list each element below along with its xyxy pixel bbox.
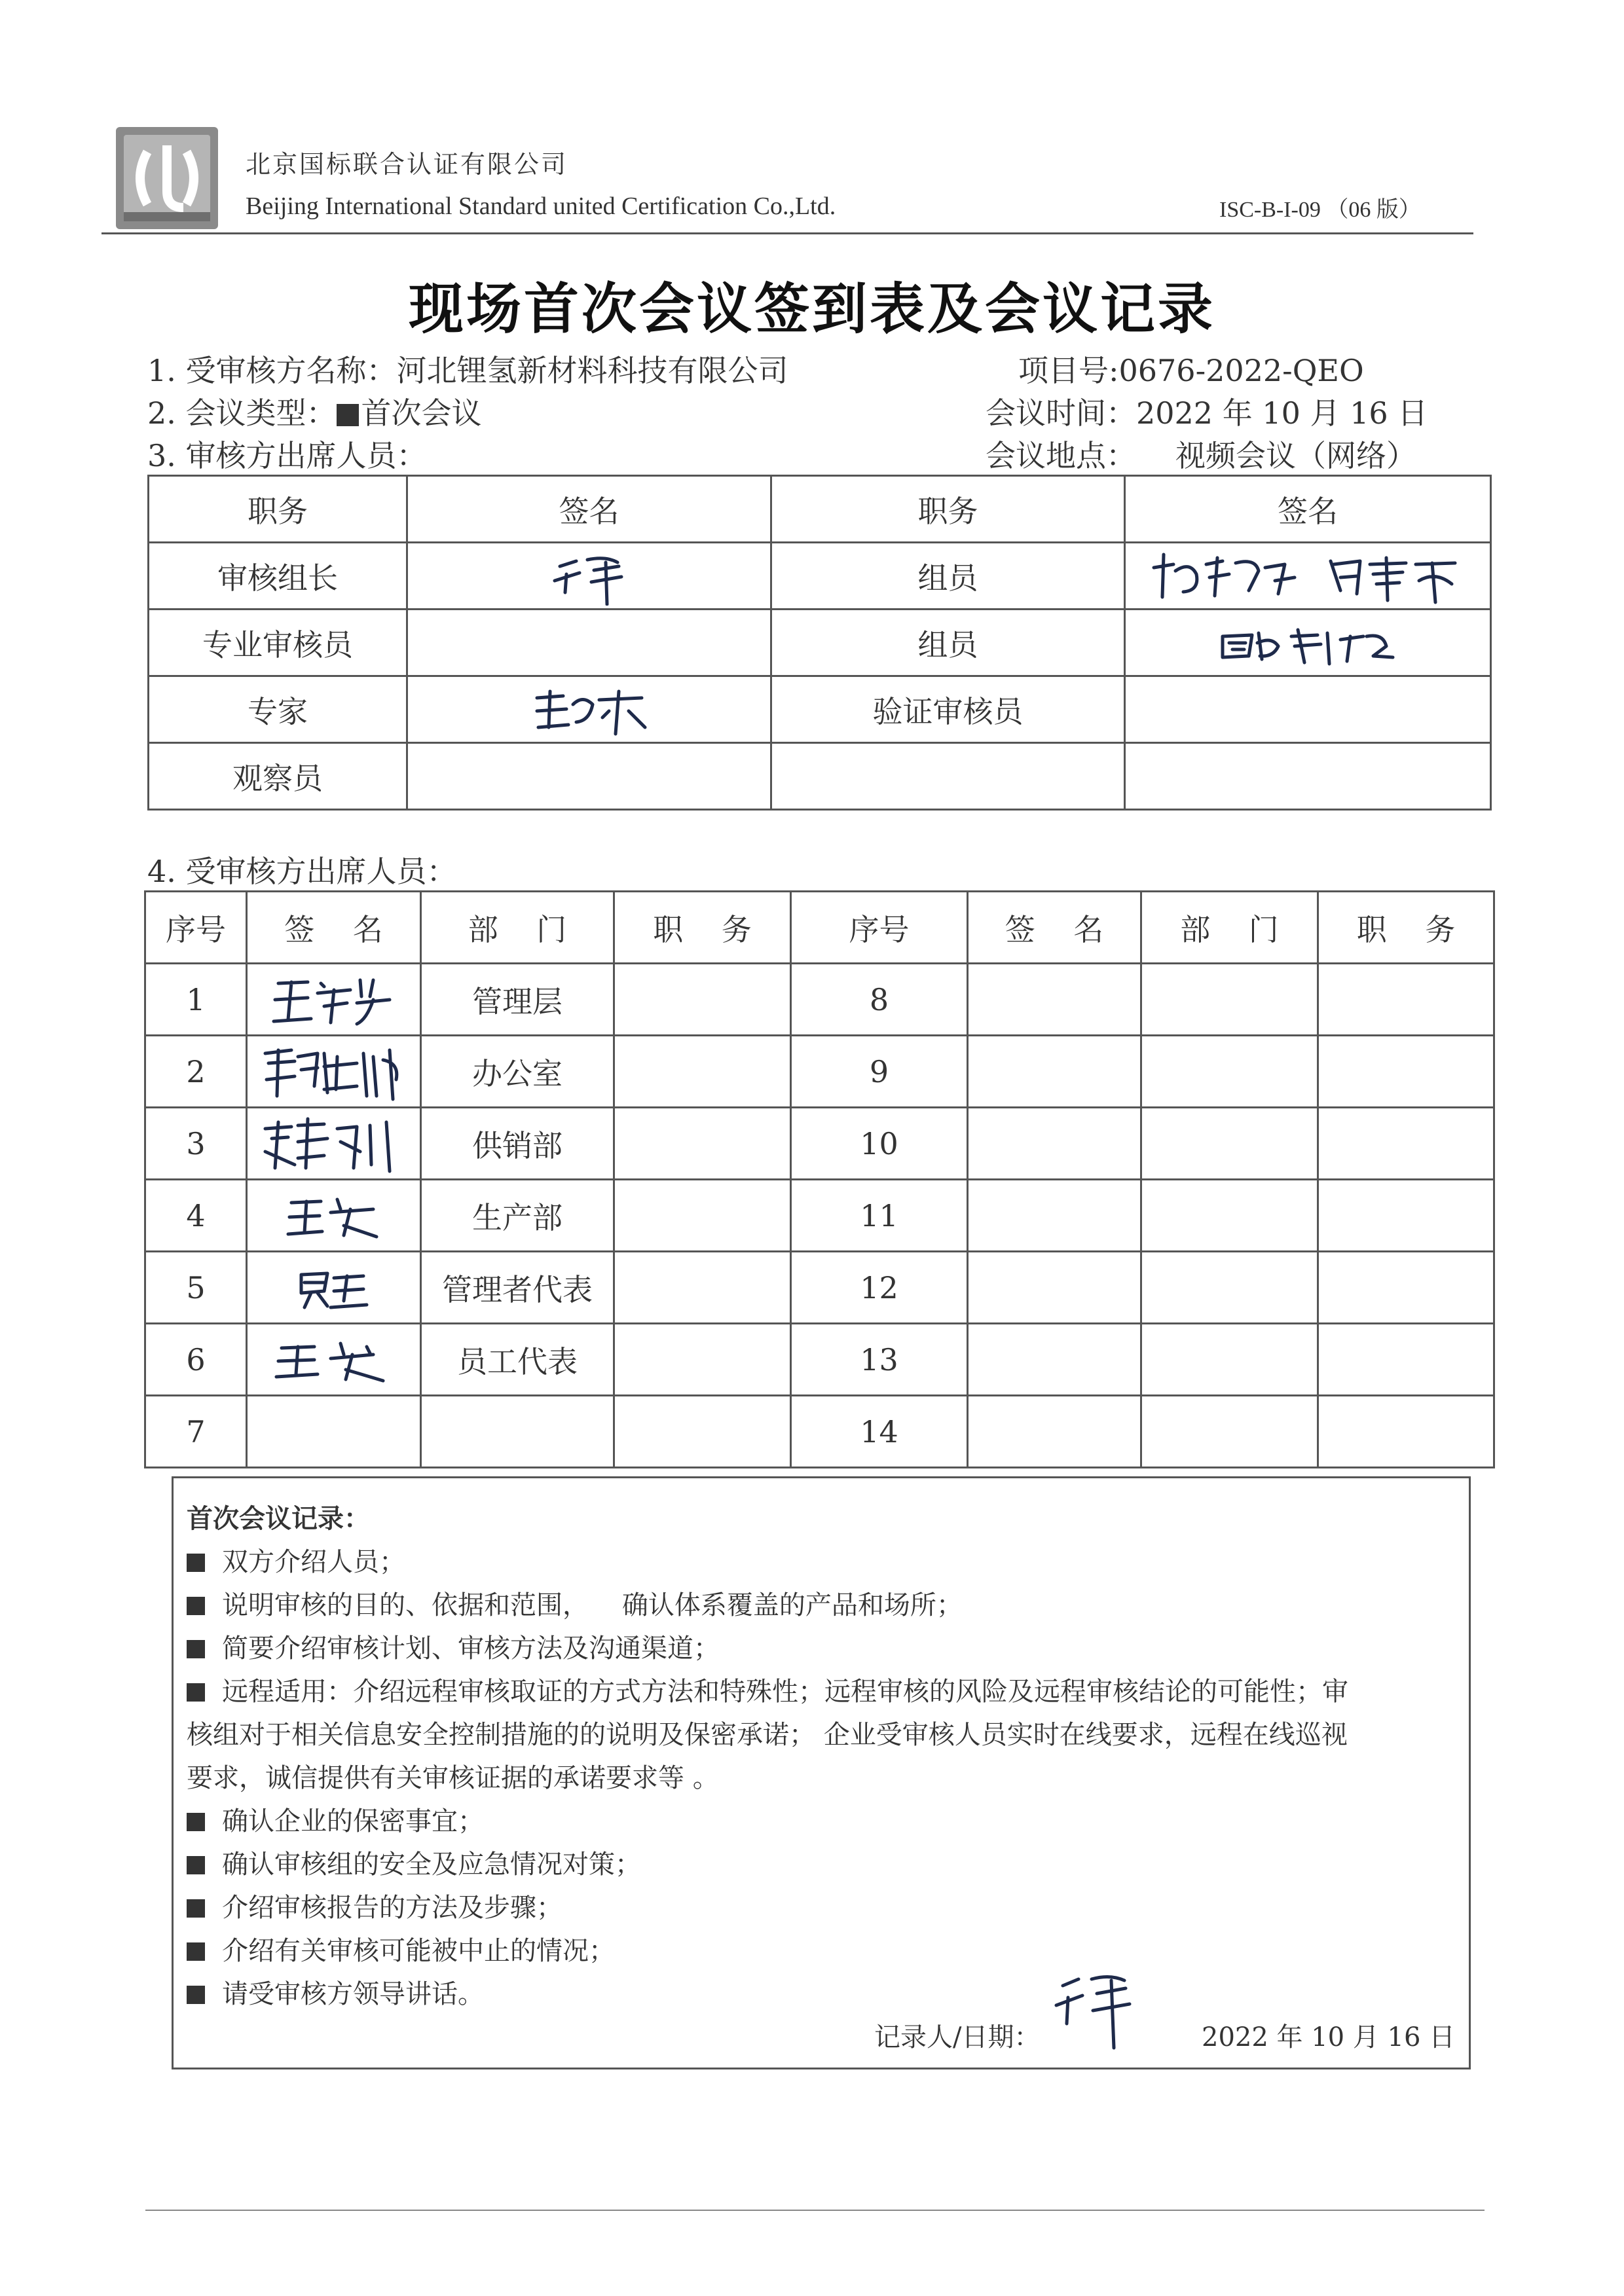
handwritten-signature xyxy=(282,1190,386,1242)
header-signature: 签 名 xyxy=(247,892,421,964)
header-department: 部 门 xyxy=(1141,892,1318,964)
document-title: 现场首次会议签到表及会议记录 xyxy=(408,277,1215,341)
handwritten-signature xyxy=(268,1334,399,1386)
signature-cell xyxy=(1125,610,1491,676)
position-cell xyxy=(614,1108,791,1180)
department-cell xyxy=(1141,964,1318,1036)
bullet-square-icon xyxy=(187,1899,205,1918)
row-number: 9 xyxy=(791,1036,968,1108)
record-item-continuation: 要求，诚信提供有关审核证据的承诺要求等 。 xyxy=(187,1763,719,1793)
meeting-time-value: 2022 年 10 月 16 日 xyxy=(1136,395,1428,431)
header-signature: 签名 xyxy=(1125,476,1491,543)
header-signature: 签名 xyxy=(407,476,771,543)
meeting-time-field xyxy=(986,390,1428,433)
role-cell: 审核组长 xyxy=(149,543,407,610)
department-cell xyxy=(1141,1324,1318,1396)
role-cell: 专业审核员 xyxy=(149,610,407,676)
department-cell xyxy=(1141,1108,1318,1180)
record-item: 介绍审核报告的方法及步骤； xyxy=(187,1887,563,1924)
row-number: 6 xyxy=(145,1324,247,1396)
company-name-en: Beijing International Standard united Certification Co.,Ltd. xyxy=(246,192,836,220)
signature-cell xyxy=(968,1324,1141,1396)
position-cell xyxy=(1318,964,1494,1036)
position-cell xyxy=(614,1180,791,1252)
signature-cell xyxy=(1125,543,1491,610)
handwritten-signature xyxy=(1213,617,1403,669)
row-number: 14 xyxy=(791,1396,968,1468)
record-item: 介绍有关审核可能被中止的情况； xyxy=(187,1930,615,1967)
position-cell xyxy=(1318,1396,1494,1468)
company-logo-icon xyxy=(115,126,219,230)
signature-cell xyxy=(407,743,771,810)
bullet-square-icon xyxy=(187,1986,205,2004)
signature-cell xyxy=(1125,676,1491,743)
bullet-square-icon xyxy=(187,1942,205,1961)
record-item: 双方介绍人员； xyxy=(187,1541,405,1578)
auditee-value: 河北锂氢新材料科技有限公司 xyxy=(396,353,788,388)
role-cell: 专家 xyxy=(149,676,407,743)
header-number: 序号 xyxy=(791,892,968,964)
handwritten-signature xyxy=(524,682,655,737)
position-cell xyxy=(1318,1108,1494,1180)
project-label: 项目号: xyxy=(1018,353,1119,388)
department-cell xyxy=(1141,1180,1318,1252)
table-row xyxy=(149,610,1491,676)
signature-cell xyxy=(247,964,421,1036)
position-cell xyxy=(614,1396,791,1468)
role-cell: 验证审核员 xyxy=(771,676,1125,743)
bullet-square-icon xyxy=(187,1597,205,1615)
meeting-time-label: 会议时间： xyxy=(986,395,1136,431)
record-date: 2022 年 10 月 16 日 xyxy=(1202,2022,1456,2052)
signature-cell xyxy=(968,1252,1141,1324)
bullet-square-icon xyxy=(187,1683,205,1702)
handwritten-signature xyxy=(291,1262,377,1314)
header-divider xyxy=(101,232,1473,234)
handwritten-signature xyxy=(259,1040,409,1102)
table-row xyxy=(145,1180,1494,1252)
signature-cell xyxy=(247,1036,421,1108)
meeting-record-box xyxy=(172,1476,1471,2069)
checked-box-icon xyxy=(337,404,359,426)
project-value: 0676-2022-QEO xyxy=(1118,353,1364,388)
table-header-row xyxy=(145,892,1494,964)
position-cell xyxy=(1318,1036,1494,1108)
record-item: 请受审核方领导讲话。 xyxy=(187,1973,484,2011)
table-row xyxy=(145,1036,1494,1108)
handwritten-signature xyxy=(259,1112,409,1175)
record-item: 简要介绍审核计划、审核方法及沟通渠道； xyxy=(187,1628,720,1665)
department-cell: 员工代表 xyxy=(421,1324,614,1396)
audit-team-table xyxy=(147,475,1492,811)
handwritten-signature xyxy=(540,547,638,606)
table-row xyxy=(149,676,1491,743)
record-item: 确认审核组的安全及应急情况对策； xyxy=(187,1844,641,1881)
signature-cell xyxy=(407,676,771,743)
signature-cell xyxy=(407,610,771,676)
meeting-place-field xyxy=(986,432,1416,475)
position-cell xyxy=(614,1324,791,1396)
header-department: 部 门 xyxy=(421,892,614,964)
row-number: 3 xyxy=(145,1108,247,1180)
signature-cell xyxy=(247,1396,421,1468)
company-name-cn: 北京国标联合认证有限公司 xyxy=(246,150,568,179)
department-cell: 管理层 xyxy=(421,964,614,1036)
auditee-label: 1. 受审核方名称： xyxy=(147,353,397,388)
row-number: 10 xyxy=(791,1108,968,1180)
row-number: 7 xyxy=(145,1396,247,1468)
auditee-attendees-label: 4. 受审核方出席人员： xyxy=(147,854,457,889)
footer-divider xyxy=(145,2210,1485,2211)
department-cell xyxy=(1141,1396,1318,1468)
auditee-attendance-table xyxy=(144,890,1495,1468)
signature-cell xyxy=(247,1252,421,1324)
bullet-square-icon xyxy=(187,1813,205,1831)
department-cell: 生产部 xyxy=(421,1180,614,1252)
signature-cell xyxy=(968,1396,1141,1468)
header-position: 职 务 xyxy=(614,892,791,964)
signature-cell xyxy=(1125,743,1491,810)
role-cell xyxy=(771,743,1125,810)
signature-cell xyxy=(968,1180,1141,1252)
row-number: 1 xyxy=(145,964,247,1036)
table-row xyxy=(145,1324,1494,1396)
row-number: 2 xyxy=(145,1036,247,1108)
signature-cell xyxy=(247,1108,421,1180)
header-signature: 签 名 xyxy=(968,892,1141,964)
meeting-type-value: 首次会议 xyxy=(361,395,482,431)
row-number: 4 xyxy=(145,1180,247,1252)
department-cell xyxy=(421,1396,614,1468)
position-cell xyxy=(1318,1180,1494,1252)
row-number: 12 xyxy=(791,1252,968,1324)
role-cell: 观察员 xyxy=(149,743,407,810)
meeting-record-heading: 首次会议记录： xyxy=(187,1504,370,1534)
signature-cell xyxy=(247,1324,421,1396)
department-cell: 供销部 xyxy=(421,1108,614,1180)
table-row xyxy=(145,1108,1494,1180)
department-cell: 管理者代表 xyxy=(421,1252,614,1324)
department-cell xyxy=(1141,1036,1318,1108)
header-position: 职 务 xyxy=(1318,892,1494,964)
signature-cell xyxy=(968,964,1141,1036)
position-cell xyxy=(1318,1324,1494,1396)
table-header-row xyxy=(149,476,1491,543)
department-cell: 办公室 xyxy=(421,1036,614,1108)
recorder-label: 记录人/日期： xyxy=(874,2022,1041,2052)
position-cell xyxy=(614,964,791,1036)
header-role: 职务 xyxy=(771,476,1125,543)
bullet-square-icon xyxy=(187,1856,205,1874)
table-row xyxy=(145,1252,1494,1324)
row-number: 8 xyxy=(791,964,968,1036)
project-number-field xyxy=(1018,347,1364,390)
record-item-continuation: 核组对于相关信息安全控制措施的的说明及保密承诺； 企业受审核人员实时在线要求，远程在线巡视 xyxy=(187,1720,1348,1750)
record-item: 远程适用：介绍远程审核取证的方式方法和特殊性；远程审核的风险及远程审核结论的可能性；审 xyxy=(187,1671,1348,1708)
signature-cell xyxy=(247,1180,421,1252)
signature-cell xyxy=(407,543,771,610)
table-row xyxy=(145,964,1494,1036)
bullet-square-icon xyxy=(187,1640,205,1658)
table-row xyxy=(145,1396,1494,1468)
role-cell: 组员 xyxy=(771,610,1125,676)
meeting-type-field xyxy=(147,390,482,433)
row-number: 5 xyxy=(145,1252,247,1324)
role-cell: 组员 xyxy=(771,543,1125,610)
record-item: 说明审核的目的、依据和范围， 确认体系覆盖的产品和场所； xyxy=(187,1584,963,1622)
position-cell xyxy=(614,1036,791,1108)
handwritten-signature xyxy=(268,970,399,1029)
auditee-name-field xyxy=(147,347,788,390)
signature-cell xyxy=(968,1108,1141,1180)
recorder-signature xyxy=(1044,1959,1143,2051)
meeting-place-value: 视频会议（网络） xyxy=(1175,438,1416,473)
header-number: 序号 xyxy=(145,892,247,964)
handwritten-signature xyxy=(1144,545,1471,607)
meeting-type-label: 2. 会议类型： xyxy=(147,395,337,431)
document-code: ISC-B-I-09 （06 版） xyxy=(1219,198,1421,222)
table-row xyxy=(149,543,1491,610)
bullet-square-icon xyxy=(187,1554,205,1572)
department-cell xyxy=(1141,1252,1318,1324)
signature-cell xyxy=(968,1036,1141,1108)
row-number: 13 xyxy=(791,1324,968,1396)
audit-attendees-label: 3. 审核方出席人员： xyxy=(147,438,427,473)
meeting-place-label: 会议地点： xyxy=(986,438,1136,473)
record-item: 确认企业的保密事宜； xyxy=(187,1800,484,1838)
header-role: 职务 xyxy=(149,476,407,543)
position-cell xyxy=(614,1252,791,1324)
row-number: 11 xyxy=(791,1180,968,1252)
table-row xyxy=(149,743,1491,810)
position-cell xyxy=(1318,1252,1494,1324)
